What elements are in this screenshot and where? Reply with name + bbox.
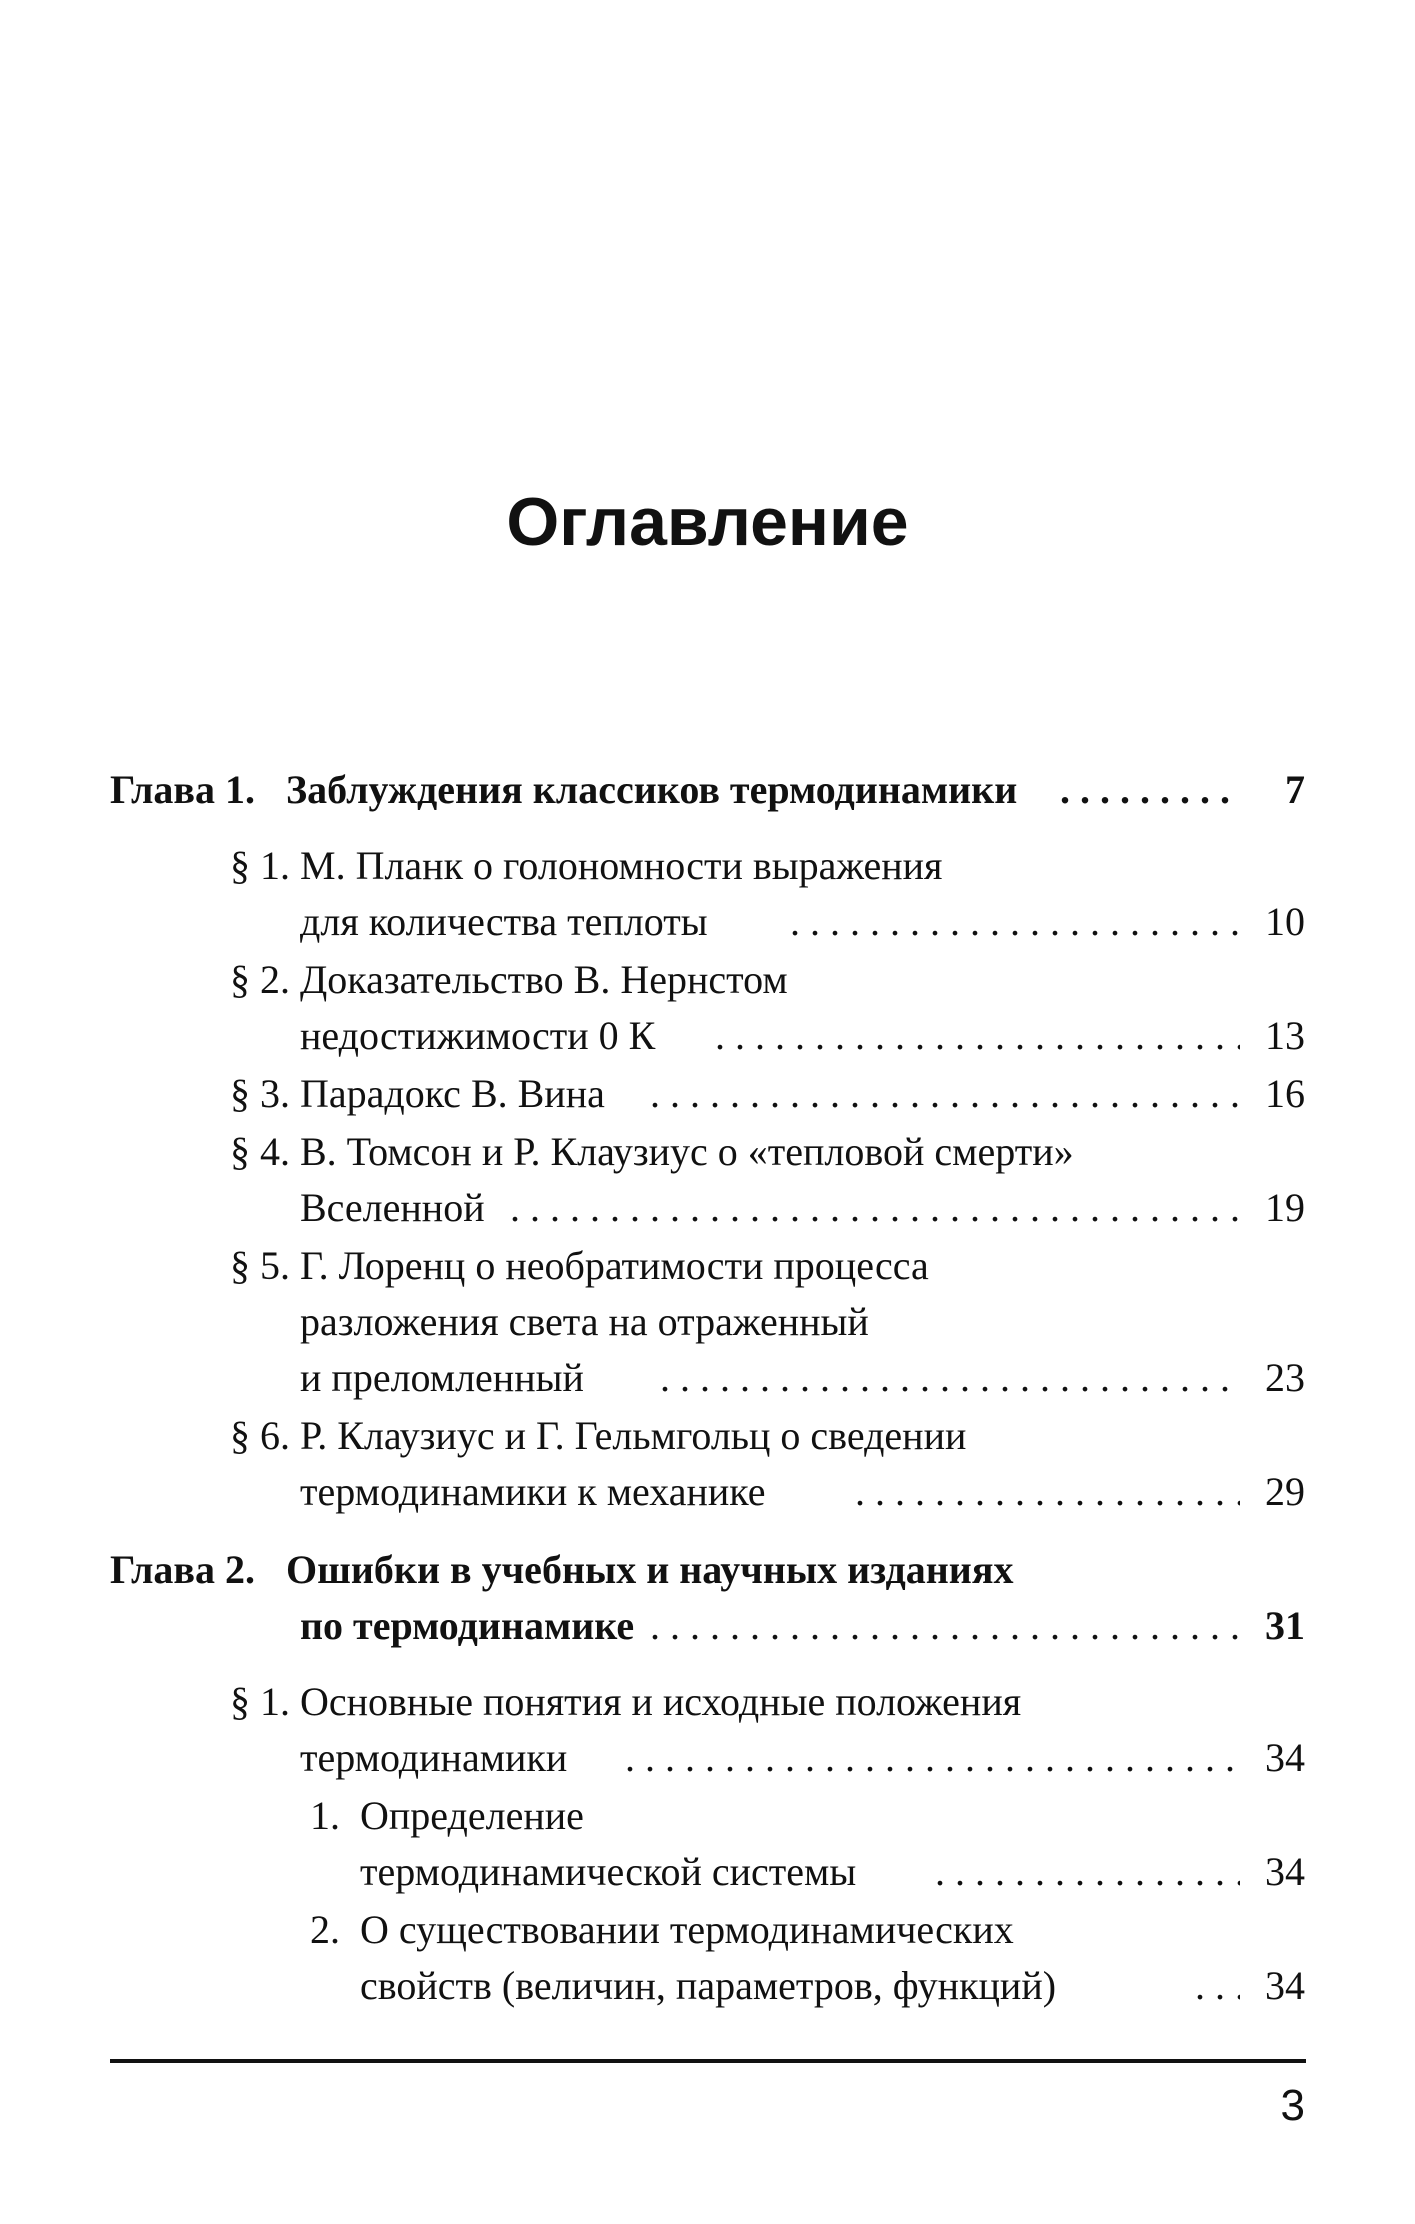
section-number: § 3. xyxy=(230,1071,290,1116)
toc-entry-s2-1-cont xyxy=(0,1730,1415,1786)
dot-leader xyxy=(510,1180,1240,1236)
page-number: 34 xyxy=(1265,1735,1305,1780)
toc-entry-chapter-2 xyxy=(0,1542,1415,1598)
chapter-label: Глава 1. xyxy=(110,767,255,812)
dot-leader xyxy=(790,894,1240,950)
section-title-line: разложения света на отраженный xyxy=(300,1299,869,1344)
dot-leader xyxy=(650,1598,1240,1654)
page-number: 16 xyxy=(1265,1071,1305,1116)
dot-leader xyxy=(935,1844,1240,1900)
subsection-title-line: свойств (величин, параметров, функций) xyxy=(360,1963,1057,2008)
page-number: 34 xyxy=(1265,1963,1305,2008)
section-title-line: Парадокс В. Вина xyxy=(300,1071,605,1116)
section-title-line: В. Томсон и Р. Клаузиус о «тепловой смерти» xyxy=(300,1129,1074,1174)
section-title-line: термодинамики к механике xyxy=(300,1469,766,1514)
toc-entry-s2-1 xyxy=(0,1674,1415,1730)
toc-entry-sub-2-cont xyxy=(0,1958,1415,2014)
toc-entry-s1-1 xyxy=(0,838,1415,894)
subsection-title-line: Определение xyxy=(360,1793,584,1838)
page-number: 13 xyxy=(1265,1013,1305,1058)
toc-entry-s1-2-cont xyxy=(0,1008,1415,1064)
page-title: Оглавление xyxy=(506,484,909,560)
section-number: § 1. xyxy=(230,843,290,888)
dot-leader xyxy=(625,1730,1240,1786)
section-number: § 5. xyxy=(230,1243,290,1288)
toc-entry-sub-1 xyxy=(0,1788,1415,1844)
footer-rule xyxy=(110,2059,1306,2063)
chapter-label: Глава 2. xyxy=(110,1547,255,1592)
toc-entry-s1-5-cont xyxy=(0,1350,1415,1406)
page-number: 19 xyxy=(1265,1185,1305,1230)
page-number: 23 xyxy=(1265,1355,1305,1400)
subsection-number: 2. xyxy=(310,1907,340,1952)
page-number: 29 xyxy=(1265,1469,1305,1514)
page-number: 10 xyxy=(1265,899,1305,944)
toc-entry-chapter-2-cont xyxy=(0,1598,1415,1654)
toc-entry-s1-5 xyxy=(0,1238,1415,1294)
toc-entry-s1-6-cont xyxy=(0,1464,1415,1520)
section-number: § 2. xyxy=(230,957,290,1002)
section-number: § 4. xyxy=(230,1129,290,1174)
dot-leader xyxy=(660,1350,1240,1406)
section-title-line: Р. Клаузиус и Г. Гельмгольц о сведении xyxy=(300,1413,967,1458)
toc-entry-sub-1-cont xyxy=(0,1844,1415,1900)
section-number: § 1. xyxy=(230,1679,290,1724)
toc-entry-chapter-1 xyxy=(0,762,1415,818)
chapter-title: Заблуждения классиков термодинамики xyxy=(286,767,1018,812)
section-title-line: и преломленный xyxy=(300,1355,584,1400)
section-title-line: Основные понятия и исходные положения xyxy=(300,1679,1022,1724)
section-title-line: Доказательство В. Нернстом xyxy=(300,957,788,1002)
dot-leader xyxy=(855,1464,1240,1520)
toc-entry-s1-5-cont xyxy=(0,1294,1415,1350)
toc-entry-s1-2 xyxy=(0,952,1415,1008)
page-number: 31 xyxy=(1265,1603,1305,1648)
subsection-title-line: О существовании термодинамических xyxy=(360,1907,1014,1952)
section-title-line: Вселенной xyxy=(300,1185,485,1230)
subsection-number: 1. xyxy=(310,1793,340,1838)
folio-page-number: 3 xyxy=(1280,2081,1305,2130)
toc-entry-sub-2 xyxy=(0,1902,1415,1958)
section-title-line: Г. Лоренц о необратимости процесса xyxy=(300,1243,929,1288)
toc-entry-s1-6 xyxy=(0,1408,1415,1464)
dot-leader xyxy=(715,1008,1240,1064)
page-number: 7 xyxy=(1285,767,1305,812)
subsection-title-line: термодинамической системы xyxy=(360,1849,857,1894)
section-number: § 6. xyxy=(230,1413,290,1458)
chapter-title-line: по термодинамике xyxy=(300,1603,635,1648)
chapter-title-line: Ошибки в учебных и научных изданиях xyxy=(286,1547,1014,1592)
section-title-line: термодинамики xyxy=(300,1735,568,1780)
page-number: 34 xyxy=(1265,1849,1305,1894)
section-title-line: недостижимости 0 К xyxy=(300,1013,656,1058)
dot-leader xyxy=(1195,1958,1240,2014)
dot-leader xyxy=(1060,762,1240,818)
dot-leader xyxy=(650,1066,1240,1122)
section-title-line: М. Планк о голономности выражения xyxy=(300,843,943,888)
toc-entry-s1-4-cont xyxy=(0,1180,1415,1236)
section-title-line: для количества теплоты xyxy=(300,899,708,944)
toc-entry-s1-4 xyxy=(0,1124,1415,1180)
toc-entry-s1-1-cont xyxy=(0,894,1415,950)
toc-entry-s1-3 xyxy=(0,1066,1415,1122)
